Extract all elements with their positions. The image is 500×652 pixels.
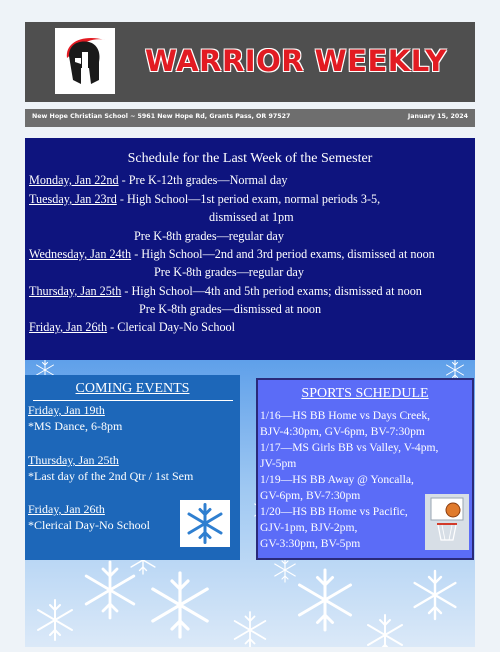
event-date: Friday, Jan 19th — [28, 403, 105, 417]
schedule-text: - Clerical Day-No School — [107, 320, 236, 334]
sports-line: GJV-1pm, BJV-2pm, — [260, 521, 358, 534]
event-date: Friday, Jan 26th — [28, 502, 105, 516]
schedule-day: Wednesday, Jan 24th — [29, 247, 132, 261]
schedule-line — [139, 302, 321, 317]
schedule-line — [134, 229, 284, 244]
schedule-text: Pre K-8th grades—dismissed at noon — [139, 302, 322, 316]
sports-line: GV-6pm, BV-7:30pm — [260, 489, 361, 502]
sports-line: 1/20—HS BB Home vs Pacific, — [260, 505, 408, 518]
schedule-line — [29, 247, 435, 262]
schedule-day: Monday, Jan 22nd — [29, 173, 119, 187]
newsletter-title: WARRIOR WEEKLY — [145, 44, 447, 78]
sports-title: SPORTS SCHEDULE — [301, 386, 429, 401]
schedule-line — [29, 173, 287, 188]
schedule-day: Thursday, Jan 25th — [29, 284, 122, 298]
info-bar — [25, 109, 475, 127]
sports-line: 1/17—MS Girls BB vs Valley, V-4pm, — [260, 441, 439, 454]
events-title: COMING EVENTS — [75, 381, 190, 396]
sports-line: GV-3:30pm, BV-5pm — [260, 537, 361, 550]
schedule-text: Pre K-8th grades—regular day — [154, 265, 304, 279]
schedule-text: dismissed at 1pm — [209, 210, 294, 224]
sports-line: BJV-4:30pm, GV-6pm, BV-7:30pm — [260, 425, 425, 438]
schedule-line — [29, 320, 235, 335]
divider — [33, 400, 233, 401]
schedule-text: - High School—1st period exam, normal periods 3-5, — [116, 192, 381, 206]
schedule-text: - High School—4th and 5th period exams; dismissed at noon — [121, 284, 422, 298]
event-description: *Last day of the 2nd Qtr / 1st Sem — [28, 469, 194, 483]
sports-line: 1/16—HS BB Home vs Days Creek, — [260, 409, 431, 422]
schedule-line — [29, 192, 380, 207]
semester-schedule — [25, 138, 475, 360]
event-description: *MS Dance, 6-8pm — [28, 419, 123, 433]
schedule-title: Schedule for the Last Week of the Semester — [127, 151, 373, 166]
snowflake-icon — [180, 500, 230, 547]
sports-line: 1/19—HS BB Away @ Yoncalla, — [260, 473, 414, 486]
sports-line: JV-5pm — [260, 457, 297, 470]
schedule-line — [29, 284, 422, 299]
schedule-day: Friday, Jan 26th — [29, 320, 108, 334]
schedule-text: - Pre K-12th grades—Normal day — [118, 173, 288, 187]
schedule-line — [154, 265, 304, 280]
school-address: New Hope Christian School ~ 5961 New Hope Rd, Grants Pass, OR 97527 — [32, 113, 291, 120]
issue-date: January 15, 2024 — [407, 113, 468, 120]
event-date: Thursday, Jan 25th — [28, 453, 119, 467]
schedule-text: - High School—2nd and 3rd period exams, dismissed at noon — [131, 247, 435, 261]
schedule-text: Pre K-8th grades—regular day — [134, 229, 284, 243]
spartan-helmet-icon — [55, 28, 115, 94]
schedule-line — [209, 210, 294, 225]
basketball-hoop-icon — [425, 494, 469, 550]
schedule-day: Tuesday, Jan 23rd — [29, 192, 117, 206]
event-description: *Clerical Day-No School — [28, 518, 150, 532]
